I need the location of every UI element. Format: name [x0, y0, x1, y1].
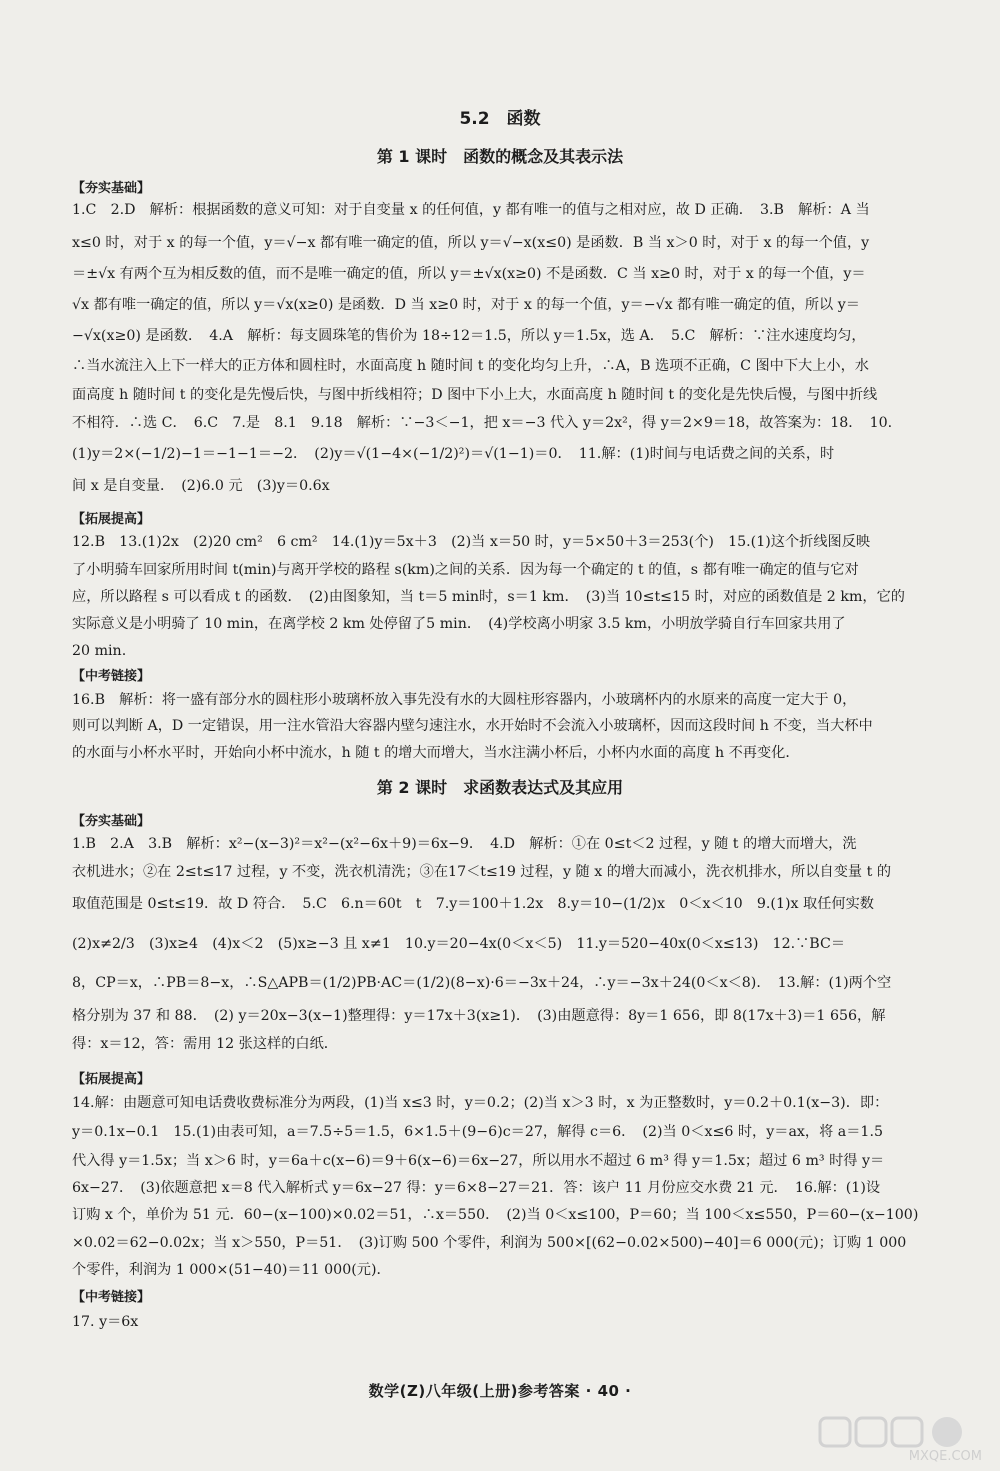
- lesson1-title: 第 1 课时 函数的概念及其表示法: [376, 147, 624, 166]
- text-line: ×0.02＝62−0.02x；当 x＞550，P＝51． (3)订购 500 个零件，利润为 500×[(62−0.02×500)−40]＝6 000(元)；订购 1 000: [72, 1235, 907, 1251]
- lesson2-title: 第 2 课时 求函数表达式及其应用: [376, 778, 624, 797]
- lesson2-basic-label: 【夯实基础】: [72, 814, 151, 829]
- lesson1-extend-label: 【拓展提高】: [72, 512, 151, 527]
- text-line: 了小明骑车回家所用时间 t(min)与离开学校的路程 s(km)之间的关系．因为每一个确定的 t 的值，s 都有唯一确定的值与它对: [72, 562, 859, 578]
- text-line: ∴当水流注入上下一样大的正方体和圆柱时，水面高度 h 随时间 t 的变化均匀上升，∴A，B 选项不正确，C 图中下大上小，水: [72, 358, 869, 374]
- text-line: x≤0 时，对于 x 的每一个值，y＝√−x 都有唯一确定的值，所以 y＝√−x(x≤0) 是函数．B 当 x＞0 时，对于 x 的每一个值，y: [72, 235, 870, 251]
- text-line: 取值范围是 0≤t≤19．故 D 符合． 5.C 6.n＝60t t 7.y＝100＋1.2x 8.y＝10−(1/2)x 0＜x＜10 9.(1)x 取任何实数: [72, 896, 874, 912]
- text-line: √x 都有唯一确定的值，所以 y＝√x(x≥0) 是函数．D 当 x≥0 时，对于 x 的每一个值，y＝−√x 都有唯一确定的值，所以 y＝: [72, 297, 860, 313]
- text-line: (2)x≠2/3 (3)x≥4 (4)x＜2 (5)x≥−3 且 x≠1 10.y＝20−4x(0＜x＜5) 11.y＝520−40x(0＜x≤13) 12.∵BC＝: [72, 936, 846, 952]
- text-line: 14.解：由题意可知电话费收费标准分为两段，(1)当 x≤3 时，y＝0.2；(2)当 x＞3 时，x 为正整数时，y＝0.2＋0.1(x−3)．即：: [72, 1095, 889, 1111]
- text-line: 17. y＝6x: [72, 1314, 139, 1330]
- page-footer: 数学(Z)八年级(上册)参考答案 · 40 ·: [368, 1382, 632, 1400]
- text-line: 面高度 h 随时间 t 的变化是先慢后快，与图中折线相符；D 图中下小上大，水面高度 h 随时间 t 的变化是先快后慢，与图中折线: [72, 387, 878, 403]
- text-line: y＝0.1x−0.1 15.(1)由表可知，a＝7.5÷5＝1.5，6×1.5＋(9−6)c＝27，解得 c＝6． (2)当 0＜x≤6 时，y＝ax，将 a＝1.5: [72, 1124, 883, 1140]
- lesson1-exam-label: 【中考链接】: [72, 669, 151, 684]
- text-line: 衣机进水；②在 2≤t≤17 过程，y 不变，洗衣机清洗；③在17＜t≤19 过程，y 随 x 的增大而减小，洗衣机排水，所以自变量 t 的: [72, 864, 892, 880]
- section-title: 5.2 函数: [459, 109, 541, 129]
- watermark-text: MXQE.COM: [908, 1449, 982, 1464]
- lesson2-extend-label: 【拓展提高】: [72, 1072, 151, 1087]
- text-line: 8，CP＝x，∴PB＝8−x，∴S△APB＝(1/2)PB·AC＝(1/2)(8−x)·6＝−3x＋24，∴y＝−3x＋24(0＜x＜8)． 13.解：(1)两个空: [72, 975, 892, 991]
- watermark-logo: [812, 1414, 982, 1466]
- text-line: 得：x＝12，答：需用 12 张这样的白纸．: [72, 1036, 338, 1052]
- text-line: 6x−27． (3)依题意把 x＝8 代入解析式 y＝6x−27 得：y＝6×8−27＝21．答：该户 11 月份应交水费 21 元． 16.解：(1)设: [72, 1180, 881, 1196]
- text-line: (1)y＝2×(−1/2)−1＝−1−1＝−2． (2)y＝√(1−4×(−1/2)²)＝√(1−1)＝0． 11.解：(1)时间与电话费之间的关系，时: [72, 446, 835, 462]
- text-line: 订购 x 个，单价为 51 元．60−(x−100)×0.02＝51，∴x＝550． (2)当 0＜x≤100，P＝60；当 100＜x≤550，P＝60−(x−100): [72, 1207, 919, 1223]
- text-line: 代入得 y＝1.5x；当 x＞6 时，y＝6a＋c(x−6)＝9＋6(x−6)＝6x−27，所以用水不超过 6 m³ 得 y＝1.5x；超过 6 m³ 时得 y＝: [72, 1153, 885, 1169]
- text-line: ＝±√x 有两个互为相反数的值，而不是唯一确定的值，所以 y＝±√x(x≥0) 不是函数．C 当 x≥0 时，对于 x 的每一个值，y＝: [72, 266, 866, 282]
- text-line: 20 min.: [72, 643, 127, 659]
- text-line: 1.B 2.A 3.B 解析：x²−(x−3)²＝x²−(x²−6x＋9)＝6x−9． 4.D 解析：①在 0≤t＜2 过程，y 随 t 的增大而增大，洗: [72, 836, 857, 852]
- text-line: 12.B 13.(1)2x (2)20 cm² 6 cm² 14.(1)y＝5x＋3 (2)当 x＝50 时，y＝5×50＋3＝253(个) 15.(1)这个折线图反映: [72, 534, 871, 550]
- watermark-stamp-icon: [812, 1414, 982, 1450]
- text-line: 间 x 是自变量． (2)6.0 元 (3)y＝0.6x: [72, 478, 330, 494]
- text-line: 1.C 2.D 解析：根据函数的意义可知：对于自变量 x 的任何值，y 都有唯一的值与之相对应，故 D 正确． 3.B 解析：A 当: [72, 202, 870, 218]
- text-line: 格分别为 37 和 88． (2) y＝20x−3(x−1)整理得：y＝17x＋3(x≥1)． (3)由题意得：8y＝1 656，即 8(17x＋3)＝1 656，解: [72, 1008, 886, 1024]
- lesson2-exam-label: 【中考链接】: [72, 1290, 151, 1305]
- text-line: 16.B 解析：将一盛有部分水的圆柱形小玻璃杯放入事先没有水的大圆柱形容器内，小玻璃杯内的水原来的高度一定大于 0，: [72, 692, 857, 708]
- text-line: 应，所以路程 s 可以看成 t 的函数． (2)由图象知，当 t＝5 min时，s＝1 km． (3)当 10≤t≤15 时，对应的函数值是 2 km，它的: [72, 589, 905, 605]
- lesson1-basic-label: 【夯实基础】: [72, 181, 151, 196]
- text-line: 的水面与小杯水平时，开始向小杯中流水，h 随 t 的增大而增大，当水注满小杯后，小杯内水面的高度 h 不再变化．: [72, 745, 800, 761]
- text-line: 实际意义是小明骑了 10 min，在离学校 2 km 处停留了5 min． (4)学校离小明家 3.5 km，小明放学骑自行车回家共用了: [72, 616, 846, 632]
- text-line: 则可以判断 A，D 一定错误，用一注水管沿大容器内壁匀速注水，水开始时不会流入小玻璃杯，因而这段时间 h 不变，当大杯中: [72, 718, 873, 734]
- text-line: 个零件，利润为 1 000×(51−40)＝11 000(元)．: [72, 1262, 391, 1278]
- text-line: −√x(x≥0) 是函数． 4.A 解析：每支圆珠笔的售价为 18÷12＝1.5，所以 y＝1.5x，选 A． 5.C 解析：∵注水速度均匀，: [72, 328, 866, 344]
- text-line: 不相符．∴选 C． 6.C 7.是 8.1 9.18 解析：∵−3＜−1，把 x＝−3 代入 y＝2x²，得 y＝2×9＝18，故答案为：18． 10.: [72, 415, 893, 431]
